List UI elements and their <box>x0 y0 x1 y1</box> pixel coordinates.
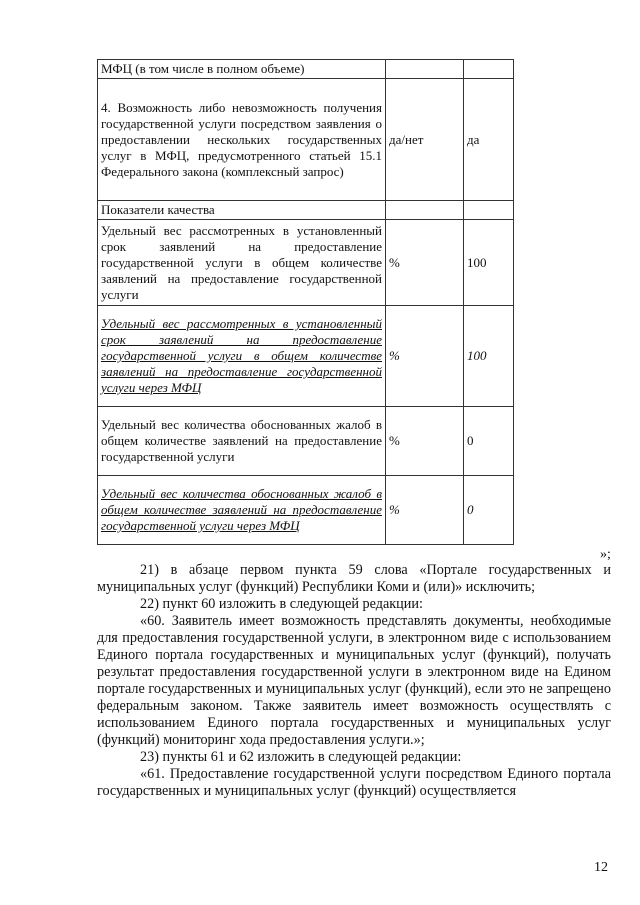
paragraph-22: 22) пункт 60 изложить в следующей редакции: <box>140 596 423 612</box>
cell-mfc-continuation: МФЦ (в том числе в полном объеме) <box>98 60 386 79</box>
table-row <box>98 476 514 545</box>
cell-empty <box>464 201 514 220</box>
table-row <box>98 79 514 201</box>
paragraph-60: «60. Заявитель имеет возможность представлять документы, необходимые для предоставления государственной услуги, в электронном виде с использованием Единого портала государственных и муниципальных услуг (функций), получать результат предоставления государственной услуги в электронном виде на Едином портале государственных и муниципальных услуг (функций), если это не запрещено федеральным законом. Также заявитель имеет возможность осуществлять с использованием Единого портала государственных и муниципальных услуг (функций) мониторинг хода предоставления услуги.»; <box>97 613 611 748</box>
paragraph-21: 21) в абзаце первом пункта 59 слова «Портале государственных и муниципальных услуг (функций) Республики Коми и (или)» исключить; <box>97 562 611 595</box>
cell-q1-value: 100 <box>464 220 514 306</box>
cell-q2-text: Удельный вес рассмотренных в установленный срок заявлений на предоставление государственной услуги в общем количестве заявлений на предоставление государственной услуги через МФЦ <box>98 306 386 407</box>
cell-q4-text: Удельный вес количества обоснованных жалоб в общем количестве заявлений на предоставление государственной услуги через МФЦ <box>98 476 386 545</box>
cell-q4-value: 0 <box>464 476 514 545</box>
cell-row4-unit: да/нет <box>386 79 464 201</box>
table-row <box>98 306 514 407</box>
cell-empty <box>386 201 464 220</box>
cell-empty <box>464 60 514 79</box>
paragraph-61: «61. Предоставление государственной услуги посредством Единого портала государственных и муниципальных услуг (функций) осуществляется <box>97 766 611 799</box>
cell-q1-unit: % <box>386 220 464 306</box>
cell-q3-unit: % <box>386 407 464 476</box>
cell-q1-text: Удельный вес рассмотренных в установленный срок заявлений на предоставление государственной услуги в общем количестве заявлений на предоставление государственной услуги <box>98 220 386 306</box>
cell-q3-text: Удельный вес количества обоснованных жалоб в общем количестве заявлений на предоставление государственной услуги <box>98 407 386 476</box>
document-body <box>97 562 611 800</box>
section-quality-heading: Показатели качества <box>98 201 386 220</box>
cell-q4-unit: % <box>386 476 464 545</box>
table-row <box>98 60 514 79</box>
indicators-table <box>97 59 514 545</box>
cell-q2-unit: % <box>386 306 464 407</box>
page-number: 12 <box>594 860 608 875</box>
cell-empty <box>386 60 464 79</box>
cell-q3-value: 0 <box>464 407 514 476</box>
table-row <box>98 407 514 476</box>
table-row <box>98 201 514 220</box>
cell-row4-text: 4. Возможность либо невозможность получения государственной услуги посредством заявления о предоставлении нескольких государственных услуг в МФЦ, предусмотренного статьей 15.1 Федерального закона (комплексный запрос) <box>98 79 386 201</box>
cell-row4-value: да <box>464 79 514 201</box>
closing-quote: »; <box>600 547 611 562</box>
cell-q2-value: 100 <box>464 306 514 407</box>
table-row <box>98 220 514 306</box>
paragraph-23: 23) пункты 61 и 62 изложить в следующей редакции: <box>140 749 462 765</box>
